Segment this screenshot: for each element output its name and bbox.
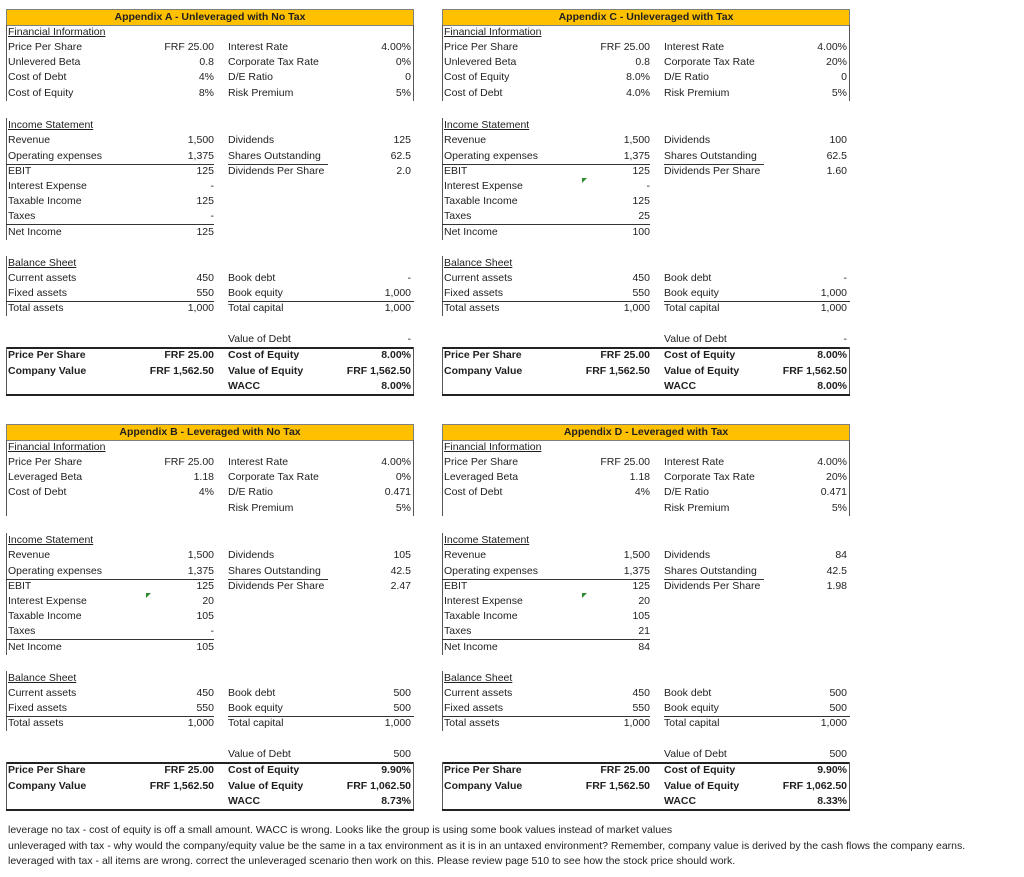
label-current-assets: Current assets [444,687,513,699]
value-book-debt: 500 [829,687,847,699]
value-value-of-equity: FRF 1,562.50 [782,365,847,377]
value-book-debt: - [843,272,847,284]
label-ebit: EBIT [8,165,32,177]
label-risk-premium: Risk Premium [664,87,730,99]
value-wacc: 8.00% [817,380,847,392]
label-cost-of-equity-result: Cost of Equity [664,349,736,361]
panel-appendix-a [6,9,414,394]
label-de-ratio: D/E Ratio [664,71,709,83]
section-income-statement: Income Statement [444,534,530,546]
label-corporate-tax-rate: Corporate Tax Rate [228,56,319,68]
value-shares-outstanding: 62.5 [826,150,847,162]
value-operating-expenses: 1,375 [623,150,650,162]
value-taxes: 25 [638,210,650,222]
value-interest-expense: - [210,180,214,192]
value-price-per-share: FRF 25.00 [600,41,650,53]
value-net-income: 105 [196,641,214,653]
label-total-capital: Total capital [228,302,284,314]
panel-title: Appendix D - Leveraged with Tax [442,424,850,441]
value-risk-premium: 5% [395,87,411,99]
value-fixed-assets: 550 [632,702,650,714]
label-risk-premium: Risk Premium [664,502,730,514]
label-book-equity: Book equity [664,702,719,714]
value-total-capital: 1,000 [384,717,411,729]
label-value-of-equity: Value of Equity [228,365,304,377]
label-leveraged-beta: Leveraged Beta [8,471,83,483]
value-value-of-debt: 500 [829,748,847,760]
label-shares-outstanding: Shares Outstanding [664,565,757,577]
value-leveraged-beta: 1.18 [629,471,650,483]
label-cost-of-debt: Cost of Debt [8,486,67,498]
label-revenue: Revenue [444,134,487,146]
value-net-income: 84 [638,641,650,653]
label-ebit: EBIT [444,165,468,177]
label-wacc: WACC [664,380,697,392]
value-total-capital: 1,000 [384,302,411,314]
note-line: leveraged with tax - all items are wrong. correct the unleveraged scenario then work on this. Please review page 510 to see how the stock price should work. [8,855,736,867]
label-interest-rate: Interest Rate [228,456,289,468]
value-current-assets: 450 [196,272,214,284]
label-taxes: Taxes [8,625,36,637]
label-value-of-debt: Value of Debt [228,333,291,345]
value-price-per-share-result: FRF 25.00 [600,349,650,361]
label-current-assets: Current assets [444,272,513,284]
value-revenue: 1,500 [623,549,650,561]
label-taxable-income: Taxable Income [8,195,82,207]
label-leveraged-beta: Leveraged Beta [444,471,519,483]
value-fixed-assets: 550 [632,287,650,299]
label-de-ratio: D/E Ratio [228,71,273,83]
label-taxes: Taxes [444,625,472,637]
value-dividends-per-share: 1.60 [826,165,847,177]
label-book-debt: Book debt [228,687,276,699]
value-company-value: FRF 1,562.50 [149,365,214,377]
value-current-assets: 450 [632,687,650,699]
value-de-ratio: 0 [841,71,847,83]
value-dividends: 84 [835,549,847,561]
label-total-assets: Total assets [8,302,64,314]
value-total-assets: 1,000 [623,302,650,314]
panel-title: Appendix C - Unleveraged with Tax [442,9,850,26]
value-price-per-share-result: FRF 25.00 [164,349,214,361]
label-dividends-per-share: Dividends Per Share [228,580,325,592]
section-income-statement: Income Statement [8,119,94,131]
value-company-value: FRF 1,562.50 [149,780,214,792]
label-taxable-income: Taxable Income [444,195,518,207]
label-shares-outstanding: Shares Outstanding [228,565,321,577]
label-operating-expenses: Operating expenses [444,565,538,577]
note-line: leverage no tax - cost of equity is off a small amount. WACC is wrong. Looks like the group is using some book values instead of market values [8,824,673,836]
value-wacc: 8.00% [381,380,411,392]
label-cost-of-debt: Cost of Debt [444,486,503,498]
value-taxes: - [210,625,214,637]
label-taxable-income: Taxable Income [444,610,518,622]
label-cost-of-equity-result: Cost of Equity [228,764,300,776]
label-interest-expense: Interest Expense [444,595,523,607]
label-dividends: Dividends [228,549,275,561]
value-de-ratio: 0.471 [820,486,847,498]
label-revenue: Revenue [444,549,487,561]
value-total-assets: 1,000 [187,302,214,314]
label-price-per-share: Price Per Share [8,456,83,468]
label-dividends: Dividends [664,134,711,146]
label-taxable-income: Taxable Income [8,610,82,622]
panel-title: Appendix A - Unleveraged with No Tax [6,9,414,26]
label-book-equity: Book equity [228,287,283,299]
label-unlevered-beta: Unlevered Beta [444,56,517,68]
label-price-per-share-result: Price Per Share [444,764,522,776]
section-financial-information: Financial Information [444,441,542,453]
label-dividends: Dividends [664,549,711,561]
label-revenue: Revenue [8,134,51,146]
value-revenue: 1,500 [187,549,214,561]
value-value-of-equity: FRF 1,562.50 [346,365,411,377]
panel-appendix-d [442,424,850,809]
label-interest-rate: Interest Rate [228,41,289,53]
label-price-per-share-result: Price Per Share [8,764,86,776]
value-total-capital: 1,000 [820,302,847,314]
label-corporate-tax-rate: Corporate Tax Rate [228,471,319,483]
value-dividends: 100 [829,134,847,146]
label-de-ratio: D/E Ratio [228,486,273,498]
label-net-income: Net Income [444,226,498,238]
label-total-capital: Total capital [664,717,720,729]
label-book-debt: Book debt [664,272,712,284]
label-value-of-equity: Value of Equity [664,780,740,792]
value-ebit: 125 [632,165,650,177]
label-total-assets: Total assets [8,717,64,729]
label-total-assets: Total assets [444,302,500,314]
value-taxable-income: 125 [196,195,214,207]
value-ebit: 125 [632,580,650,592]
value-corporate-tax-rate: 20% [825,471,847,483]
value-interest-rate: 4.00% [381,456,411,468]
label-current-assets: Current assets [8,272,77,284]
value-current-assets: 450 [632,272,650,284]
value-fixed-assets: 550 [196,702,214,714]
label-wacc: WACC [664,795,697,807]
note-line: unleveraged with tax - why would the company/equity value be the same in a tax environment as it is in an untaxed environment? Remember, company value is derived by the cash flows the company earns. [8,839,966,852]
value-interest-rate: 4.00% [817,456,847,468]
section-financial-information: Financial Information [444,26,542,38]
section-income-statement: Income Statement [444,119,530,131]
value-total-assets: 1,000 [623,717,650,729]
label-company-value: Company Value [8,365,87,377]
label-shares-outstanding: Shares Outstanding [664,150,757,162]
label-interest-expense: Interest Expense [8,180,87,192]
value-book-equity: 500 [829,702,847,714]
value-operating-expenses: 1,375 [623,565,650,577]
value-leveraged-beta: 1.18 [193,471,214,483]
label-value-of-equity: Value of Equity [228,780,304,792]
label-price-per-share: Price Per Share [444,456,519,468]
value-book-equity: 1,000 [820,287,847,299]
label-total-capital: Total capital [228,717,284,729]
label-de-ratio: D/E Ratio [664,486,709,498]
value-operating-expenses: 1,375 [187,150,214,162]
value-total-capital: 1,000 [820,717,847,729]
value-wacc: 8.73% [381,795,411,807]
label-interest-expense: Interest Expense [8,595,87,607]
value-interest-rate: 4.00% [381,41,411,53]
value-revenue: 1,500 [623,134,650,146]
label-price-per-share-result: Price Per Share [444,349,522,361]
value-cost-of-debt: 4.0% [626,87,650,99]
value-company-value: FRF 1,562.50 [585,780,650,792]
value-cost-of-debt: 4% [198,71,214,83]
value-unlevered-beta: 0.8 [635,56,650,68]
label-ebit: EBIT [444,580,468,592]
value-book-debt: - [407,272,411,284]
label-cost-of-equity-result: Cost of Equity [228,349,300,361]
value-value-of-debt: 500 [393,748,411,760]
label-corporate-tax-rate: Corporate Tax Rate [664,471,755,483]
value-total-assets: 1,000 [187,717,214,729]
label-total-capital: Total capital [664,302,720,314]
value-net-income: 100 [632,226,650,238]
label-ebit: EBIT [8,580,32,592]
label-company-value: Company Value [444,780,523,792]
label-interest-rate: Interest Rate [664,456,725,468]
label-book-debt: Book debt [664,687,712,699]
label-revenue: Revenue [8,549,51,561]
section-balance-sheet: Balance Sheet [444,257,513,269]
value-de-ratio: 0.471 [384,486,411,498]
label-price-per-share: Price Per Share [444,41,519,53]
value-net-income: 125 [196,226,214,238]
value-taxable-income: 125 [632,195,650,207]
label-taxes: Taxes [8,210,36,222]
value-interest-rate: 4.00% [817,41,847,53]
label-value-of-debt: Value of Debt [228,748,291,760]
label-taxes: Taxes [444,210,472,222]
label-cost-of-equity-result: Cost of Equity [664,764,736,776]
label-operating-expenses: Operating expenses [444,150,538,162]
label-operating-expenses: Operating expenses [8,150,102,162]
label-wacc: WACC [228,380,261,392]
label-net-income: Net Income [444,641,498,653]
value-unlevered-beta: 0.8 [199,56,214,68]
label-unlevered-beta: Unlevered Beta [8,56,81,68]
section-balance-sheet: Balance Sheet [8,257,77,269]
value-corporate-tax-rate: 0% [395,471,411,483]
label-price-per-share-result: Price Per Share [8,349,86,361]
label-book-debt: Book debt [228,272,276,284]
label-net-income: Net Income [8,641,62,653]
value-value-of-debt: - [407,333,411,345]
label-book-equity: Book equity [664,287,719,299]
value-shares-outstanding: 62.5 [390,150,411,162]
value-price-per-share-result: FRF 25.00 [164,764,214,776]
value-price-per-share-result: FRF 25.00 [600,764,650,776]
value-dividends-per-share: 2.0 [396,165,411,177]
value-interest-expense: - [646,180,650,192]
value-taxable-income: 105 [632,610,650,622]
value-dividends-per-share: 2.47 [390,580,411,592]
label-shares-outstanding: Shares Outstanding [228,150,321,162]
label-cost-of-equity: Cost of Equity [444,71,510,83]
value-ebit: 125 [196,580,214,592]
label-interest-expense: Interest Expense [444,180,523,192]
label-value-of-debt: Value of Debt [664,333,727,345]
label-operating-expenses: Operating expenses [8,565,102,577]
section-financial-information: Financial Information [8,26,106,38]
label-dividends-per-share: Dividends Per Share [664,580,761,592]
value-cost-of-equity-result: 8.00% [817,349,847,361]
label-company-value: Company Value [8,780,87,792]
value-shares-outstanding: 42.5 [826,565,847,577]
value-risk-premium: 5% [831,87,847,99]
section-balance-sheet: Balance Sheet [8,672,77,684]
value-risk-premium: 5% [395,502,411,514]
label-company-value: Company Value [444,365,523,377]
label-corporate-tax-rate: Corporate Tax Rate [664,56,755,68]
value-price-per-share: FRF 25.00 [164,456,214,468]
label-net-income: Net Income [8,226,62,238]
value-cost-of-equity: 8% [198,87,214,99]
value-taxes: - [210,210,214,222]
grader-notes [8,823,1018,870]
value-dividends: 125 [393,134,411,146]
value-shares-outstanding: 42.5 [390,565,411,577]
value-cost-of-equity-result: 9.90% [817,764,847,776]
value-operating-expenses: 1,375 [187,565,214,577]
value-cost-of-equity-result: 9.90% [381,764,411,776]
label-current-assets: Current assets [8,687,77,699]
label-wacc: WACC [228,795,261,807]
value-price-per-share: FRF 25.00 [164,41,214,53]
label-value-of-equity: Value of Equity [664,365,740,377]
label-dividends-per-share: Dividends Per Share [228,165,325,177]
value-dividends: 105 [393,549,411,561]
label-risk-premium: Risk Premium [228,502,294,514]
section-income-statement: Income Statement [8,534,94,546]
label-risk-premium: Risk Premium [228,87,294,99]
value-de-ratio: 0 [405,71,411,83]
value-value-of-debt: - [843,333,847,345]
value-interest-expense: 20 [202,595,214,607]
value-book-equity: 1,000 [384,287,411,299]
value-cost-of-equity-result: 8.00% [381,349,411,361]
label-fixed-assets: Fixed assets [8,702,67,714]
label-value-of-debt: Value of Debt [664,748,727,760]
label-dividends-per-share: Dividends Per Share [664,165,761,177]
panel-appendix-b [6,424,414,809]
label-price-per-share: Price Per Share [8,41,83,53]
label-cost-of-debt: Cost of Debt [8,71,67,83]
label-interest-rate: Interest Rate [664,41,725,53]
value-cost-of-equity: 8.0% [626,71,650,83]
value-risk-premium: 5% [831,502,847,514]
label-book-equity: Book equity [228,702,283,714]
value-interest-expense: 20 [638,595,650,607]
value-book-equity: 500 [393,702,411,714]
label-fixed-assets: Fixed assets [444,702,503,714]
value-cost-of-debt: 4% [198,486,214,498]
value-corporate-tax-rate: 20% [825,56,847,68]
value-cost-of-debt: 4% [634,486,650,498]
panel-appendix-c [442,9,850,394]
label-cost-of-debt: Cost of Debt [444,87,503,99]
value-value-of-equity: FRF 1,062.50 [782,780,847,792]
value-corporate-tax-rate: 0% [395,56,411,68]
value-revenue: 1,500 [187,134,214,146]
value-book-debt: 500 [393,687,411,699]
label-dividends: Dividends [228,134,275,146]
value-wacc: 8.33% [817,795,847,807]
label-fixed-assets: Fixed assets [8,287,67,299]
label-total-assets: Total assets [444,717,500,729]
section-financial-information: Financial Information [8,441,106,453]
value-ebit: 125 [196,165,214,177]
value-taxes: 21 [638,625,650,637]
value-price-per-share: FRF 25.00 [600,456,650,468]
label-fixed-assets: Fixed assets [444,287,503,299]
value-current-assets: 450 [196,687,214,699]
label-cost-of-equity: Cost of Equity [8,87,74,99]
value-value-of-equity: FRF 1,062.50 [346,780,411,792]
panel-title: Appendix B - Leveraged with No Tax [6,424,414,441]
value-taxable-income: 105 [196,610,214,622]
section-balance-sheet: Balance Sheet [444,672,513,684]
value-company-value: FRF 1,562.50 [585,365,650,377]
value-dividends-per-share: 1.98 [826,580,847,592]
value-fixed-assets: 550 [196,287,214,299]
